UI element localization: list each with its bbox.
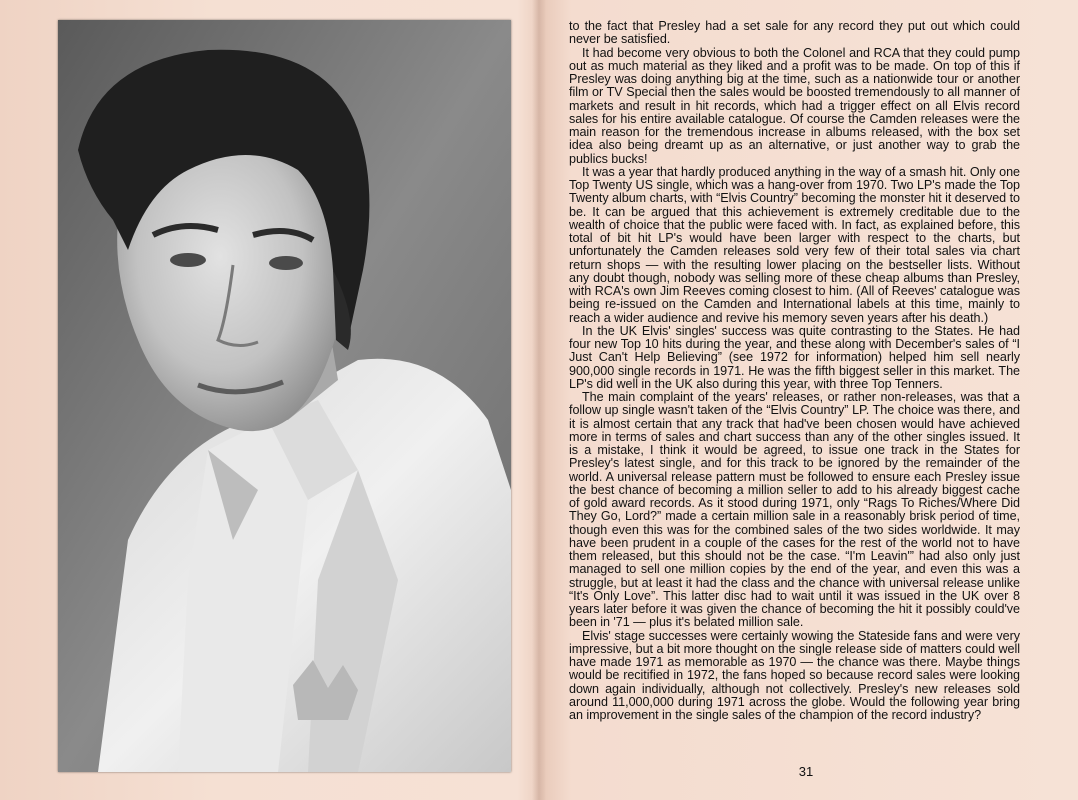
- portrait-photo: [58, 20, 511, 772]
- article-paragraph: The main complaint of the years' releases, or rather non-releases, was that a follow up single wasn't taken of the “Elvis Country” LP. The choice was there, and it is almost certain that any track that had've been chosen would have achieved more in terms of sales and chart success than any of the other singles issued. It is a mistake, I think it would be agreed, to issue one track in the States for Presley's latest single, and for this track to be ignored by the remainder of the world. A universal release pattern must be followed to ensure each Presley issue the best chance of becoming a million seller to add to his already biggest cache of gold award records. As it stood during 1971, only “Rags To Riches/Where Did They Go, Lord?” made a certain million sale in a reasonably brisk period of time, though even this was for the combined sales of the two sides worldwide. It may have been prudent in a couple of the cases for the rest of the world not to have them released, but this should not be the case. “I'm Leavin'” had also only just managed to sell one million copies by the end of the year, and even this was a struggle, but at least it had the class and the chance with universal release unlike “It's Only Love”. This latter disc had to wait until it was issued in the UK over 8 years later before it was given the chance of becoming the hit it possibly could've been in '71 — plus it's belated million sale.: [569, 390, 1020, 630]
- left-page: [0, 0, 538, 800]
- article-paragraph: It had become very obvious to both the Colonel and RCA that they could pump out as much material as they liked and a profit was to be made. On top of this if Presley was doing anything big at the time, such as a nationwide tour or another film or TV Special then the sales would be boosted tremendously to all manner of markets and result in hit records, which had a trigger effect on all Elvis record sales for his entire available catalogue. Of course the Camden releases were the main reason for the tremendous increase in albums released, with the box set idea also being dreamt up as an alternative, or just another way to grab the publics bucks!: [569, 45, 1020, 166]
- article-body: [569, 20, 1020, 722]
- article-paragraph: to the fact that Presley had a set sale for any record they put out which could never be satisfied.: [569, 19, 1020, 47]
- page-number: 31: [798, 764, 814, 779]
- article-paragraph: Elvis' stage successes were certainly wowing the Stateside fans and were very impressive, but a bit more thought on the single release side of matters could well have made 1971 as memorable as 1970 — the chance was there. Maybe things would be recitified in 1972, the fans hoped so because record sales were looking down again individually, although not collectively. Presley's new releases sold around 11,000,000 during 1971 across the globe. Would the following year bring an improvement in the single sales of the champion of the record industry?: [569, 628, 1020, 722]
- article-paragraph: It was a year that hardly produced anything in the way of a smash hit. Only one Top Twenty US single, which was a hang-over from 1970. Two LP's made the Top Twenty album charts, with “Elvis Country” becoming the monster hit it deserved to be. It can be argued that this achievement is extremely creditable due to the wealth of choice that the public were faced with. In fact, as explained before, this total of bit hit LP's would have been larger with respect to the charts, but unfortunately the Camden releases sold very few of their total sales via chart return shops — with the resulting lower placing on the bestseller lists. Without any doubt though, nobody was selling more of these cheap albums than Presley, with RCA's own Jim Reeves coming closest to him. (All of Reeves' catalogue was being re-issued on the Camden and International labels at this time, mainly to reach a wider audience and revive his memory seven years after his death.): [569, 164, 1020, 325]
- right-page: [540, 0, 1078, 800]
- article-paragraph: In the UK Elvis' singles' success was quite contrasting to the States. He had four new Top 10 hits during the year, and these along with December's sales of “I Just Can't Help Believing” (see 1972 for information) helped him sell nearly 900,000 single records in 1971. He was the fifth biggest seller in this market. The LP's did well in the UK also during this year, with three Top Tenners.: [569, 323, 1020, 391]
- portrait-illustration: [58, 20, 511, 772]
